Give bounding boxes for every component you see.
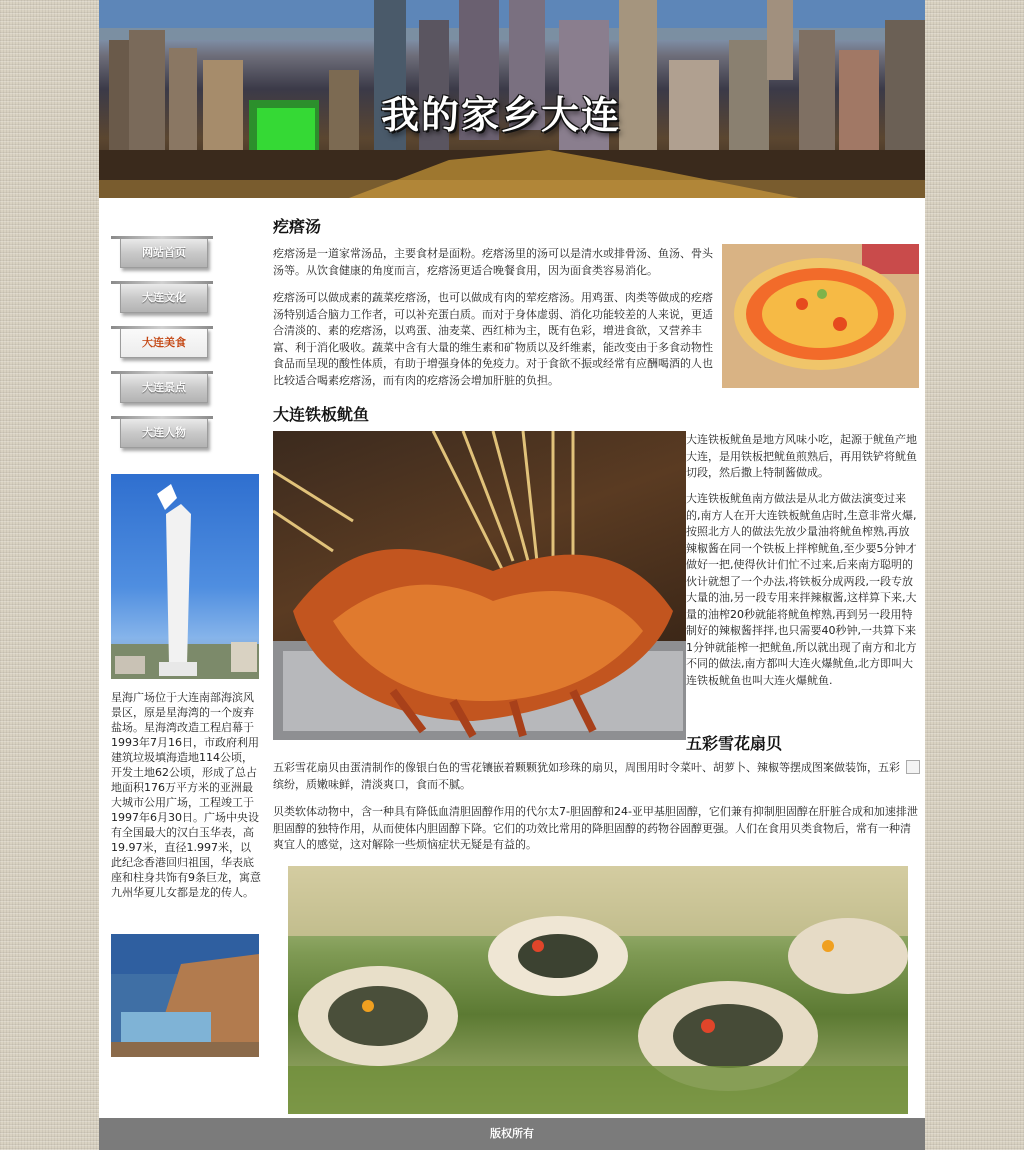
monument-column-image (111, 474, 259, 679)
scallop-dish-image (288, 866, 908, 1114)
section-title-scallop: 五彩雪花扇贝 (686, 734, 783, 753)
xinghai-square-image (111, 474, 259, 679)
side-nav (108, 238, 210, 463)
scallop-image (288, 866, 908, 1114)
section-title-squid: 大连铁板鱿鱼 (273, 405, 370, 424)
header-banner (99, 0, 925, 198)
page-container (99, 0, 925, 1150)
grilled-squid-image (273, 431, 686, 740)
scallop-paragraph-1: 五彩雪花扇贝由蛋清制作的像银白色的雪花镶嵌着颗颗犹如珍珠的扇贝，周围用时令菜叶、胡萝卜、辣椒等摆成图案做装饰，五彩缤纷，质嫩味鲜，清淡爽口，食而不腻。 (273, 761, 900, 791)
nav-item-culture[interactable]: 大连文化 (120, 283, 208, 313)
squid-image (273, 431, 686, 740)
soup-paragraph-1: 疙瘩汤是一道家常汤品，主要食材是面粉。疙瘩汤里的汤可以是清水或排骨汤、鱼汤、骨头汤等。从饮食健康的角度而言，疙瘩汤更适合晚餐食用，因为面食类容易消化。 (273, 247, 713, 277)
squid-paragraph-1: 大连铁板鱿鱼是地方风味小吃，起源于鱿鱼产地大连，是用铁板把鱿鱼煎熟后，再用铁铲将鱿鱼切段，然后撒上特制酱做成。 (686, 433, 917, 479)
soup-image (722, 244, 919, 388)
sidebar-description: 星海广场位于大连南部海滨风景区，原是星海湾的一个废弃盐场。星海湾改造工程启幕于1993年7月16日，市政府利用建筑垃圾填海造地114公顷，开发土地62公顷，形成了总占地面积176万平方米的亚洲最大城市公用广场，工程竣工于1997年6月30日。广场中央设有全国最大的汉白玉华表，高19.97米，直径1.997米，以此纪念香港回归祖国，华表底座和柱身共饰有9条巨龙，寓意九州华夏儿女都是龙的传人。 (111, 691, 261, 899)
section-title-soup: 疙瘩汤 (273, 217, 322, 236)
broken-image-icon (906, 760, 920, 774)
soup-paragraph-2: 疙瘩汤可以做成素的蔬菜疙瘩汤，也可以做成有肉的荤疙瘩汤。用鸡蛋、肉类等做成的疙瘩汤特别适合脑力工作者，可以补充蛋白质。而对于身体虚弱、消化功能较差的人来说，更适合清淡的、素的疙瘩汤，以鸡蛋、油麦菜、西红柿为主，既有色彩，增进食欲，又营养丰富、利于消化吸收。蔬菜中含有大量的维生素和矿物质以及纤维素，能改变由于多食动物性食品而呈现的酸性体质，有助于增强身体的免疫力。对于食欲不振或经常有应酬喝酒的人也比较适合喝素疙瘩汤，而有肉的疙瘩汤会增加肝脏的负担。 (273, 291, 713, 387)
banner-title: 我的家乡大连 (381, 92, 622, 137)
nav-item-home[interactable]: 网站首页 (120, 238, 208, 268)
squid-paragraph-2: 大连铁板鱿鱼南方做法是从北方做法演变过来的,南方人在开大连铁板鱿鱼店时,生意非常火爆,按照北方人的做法先放少量油将鱿鱼榨熟,再放辣椒酱在同一个铁板上拌榨鱿鱼,至少要5分钟才做好一把,使得伙计们忙不过来,后来南方聪明的伙计就想了一个办法,将铁板分成两段,一段专放大量的油,另一段专用来拌辣椒酱,这样算下来,大量的油榨20秒就能将鱿鱼榨熟,再到另一段用特制好的辣椒酱拌拌,也只需要40秒钟,一共算下来1分钟就能榨一把鱿鱼,所以就出现了南方和北方不同的做法,南方都叫大连火爆鱿鱼,北方即叫大连铁板鱿鱼也叫大连火爆鱿鱼. (686, 492, 917, 687)
scallop-paragraph-2: 贝类软体动物中，含一种具有降低血清胆固醇作用的代尔太7-胆固醇和24-亚甲基胆固醇，它们兼有抑制胆固醇在肝脏合成和加速排泄胆固醇的独特作用，从而使体内胆固醇下降。它们的功效比常用的降胆固醇的药物谷固醇更强。人们在食用贝类食物后，常有一种清爽宜人的感觉，这对解除一些烦恼症状无疑是有益的。 (273, 805, 918, 851)
coastal-city-image (111, 934, 259, 1057)
soup-bowl-image (722, 244, 919, 388)
nav-item-food[interactable]: 大连美食 (120, 328, 208, 358)
footer: 版权所有 (99, 1118, 925, 1150)
nav-item-attractions[interactable]: 大连景点 (120, 373, 208, 403)
nav-item-people[interactable]: 大连人物 (120, 418, 208, 448)
coastline-image (111, 934, 259, 1057)
